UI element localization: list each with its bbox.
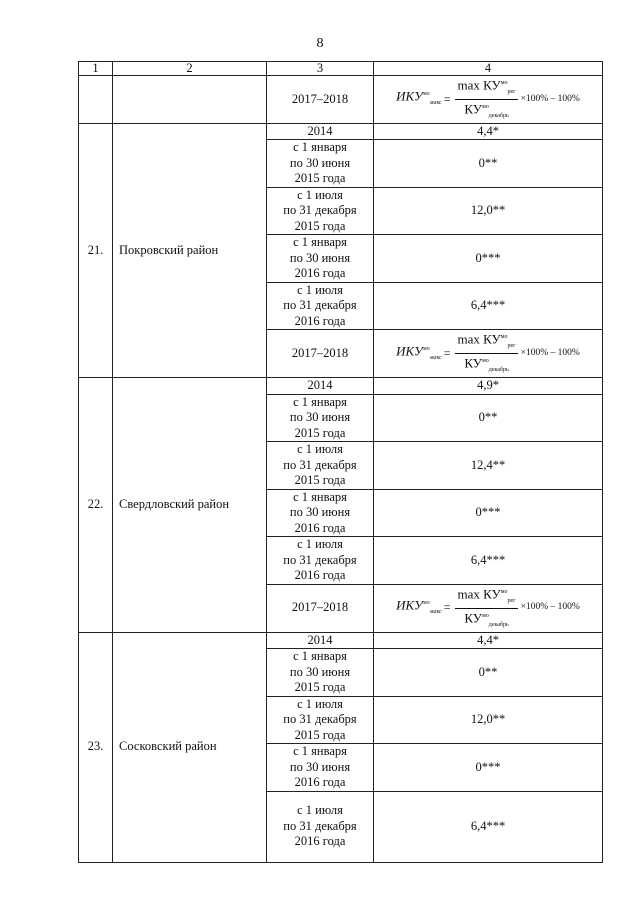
period-cell: с 1 июля по 31 декабря 2015 года xyxy=(267,442,374,490)
period-cell: 2014 xyxy=(267,378,374,395)
table-header xyxy=(79,62,603,76)
header-col-1: 1 xyxy=(79,62,113,76)
formula-lhs: $ИКУ^{мо}_{макс}$ xyxy=(396,88,442,107)
row-number: 22. xyxy=(79,378,113,632)
value-cell: 0*** xyxy=(374,744,603,792)
formula-cell xyxy=(374,76,603,124)
period-cell: с 1 июля по 31 декабря 2015 года xyxy=(267,696,374,744)
formula-fraction xyxy=(455,585,517,632)
district-name: Сосковский район xyxy=(113,632,267,862)
header-col-3: 3 xyxy=(267,62,374,76)
table-row xyxy=(79,378,603,395)
period-cell: с 1 января по 30 июня 2015 года xyxy=(267,649,374,697)
value-cell: 0** xyxy=(374,140,603,188)
formula-lhs: $ИКУ^{мо}_{макс}$ xyxy=(396,342,442,361)
value-cell: 0*** xyxy=(374,235,603,283)
period-cell: 2017–2018 xyxy=(267,584,374,632)
table-row xyxy=(79,123,603,140)
formula-denominator: $КУ^{мо}_{декабрь}$ xyxy=(464,609,509,628)
district-name: Покровский район xyxy=(113,123,267,377)
value-cell: 4,4* xyxy=(374,123,603,140)
period-cell: с 1 июля по 31 декабря 2016 года xyxy=(267,791,374,862)
formula-denominator: $КУ^{мо}_{декабрь}$ xyxy=(464,355,509,374)
value-cell: 6,4*** xyxy=(374,282,603,330)
formula-numerator: $\max КУ^{мо}_{рег}$ xyxy=(455,585,517,609)
period-cell: 2017–2018 xyxy=(267,76,374,124)
row-number xyxy=(79,76,113,124)
index-formula xyxy=(396,330,580,377)
formula-numerator: $\max КУ^{мо}_{рег}$ xyxy=(455,76,517,100)
formula-tail: ×100% – 100% xyxy=(520,348,580,359)
index-formula xyxy=(396,76,580,123)
period-cell: с 1 января по 30 июня 2016 года xyxy=(267,489,374,537)
value-cell: 12,4** xyxy=(374,442,603,490)
formula-equals: = xyxy=(443,91,451,106)
row-number: 23. xyxy=(79,632,113,862)
formula-cell xyxy=(374,584,603,632)
table-row xyxy=(79,76,603,124)
period-cell: с 1 января по 30 июня 2015 года xyxy=(267,394,374,442)
formula-equals: = xyxy=(443,346,451,361)
formula-equals: = xyxy=(443,600,451,615)
header-col-4: 4 xyxy=(374,62,603,76)
value-cell: 12,0** xyxy=(374,187,603,235)
value-cell: 0** xyxy=(374,394,603,442)
district-name xyxy=(113,76,267,124)
tariff-table xyxy=(78,61,603,863)
table-body xyxy=(79,76,603,863)
value-cell: 6,4*** xyxy=(374,537,603,585)
value-cell: 0*** xyxy=(374,489,603,537)
period-cell: с 1 июля по 31 декабря 2015 года xyxy=(267,187,374,235)
value-cell: 0** xyxy=(374,649,603,697)
period-cell: с 1 января по 30 июня 2015 года xyxy=(267,140,374,188)
period-cell: 2017–2018 xyxy=(267,330,374,378)
formula-numerator: $\max КУ^{мо}_{рег}$ xyxy=(455,330,517,354)
period-cell: с 1 января по 30 июня 2016 года xyxy=(267,235,374,283)
period-cell: с 1 января по 30 июня 2016 года xyxy=(267,744,374,792)
row-number: 21. xyxy=(79,123,113,377)
formula-tail: ×100% – 100% xyxy=(520,602,580,613)
value-cell: 12,0** xyxy=(374,696,603,744)
formula-denominator: $КУ^{мо}_{декабрь}$ xyxy=(464,101,509,119)
value-cell: 6,4*** xyxy=(374,791,603,862)
formula-tail: ×100% – 100% xyxy=(520,93,580,104)
formula-fraction xyxy=(455,330,517,377)
table-row xyxy=(79,632,603,649)
index-formula xyxy=(396,585,580,632)
period-cell: 2014 xyxy=(267,123,374,140)
formula-cell xyxy=(374,330,603,378)
district-name: Свердловский район xyxy=(113,378,267,632)
period-cell: с 1 июля по 31 декабря 2016 года xyxy=(267,537,374,585)
formula-lhs: $ИКУ^{мо}_{макс}$ xyxy=(396,597,442,615)
header-col-2: 2 xyxy=(113,62,267,76)
page-number: 8 xyxy=(316,36,324,51)
period-cell: с 1 июля по 31 декабря 2016 года xyxy=(267,282,374,330)
period-cell: 2014 xyxy=(267,632,374,649)
value-cell: 4,4* xyxy=(374,632,603,649)
value-cell: 4,9* xyxy=(374,378,603,395)
formula-fraction xyxy=(455,76,517,123)
